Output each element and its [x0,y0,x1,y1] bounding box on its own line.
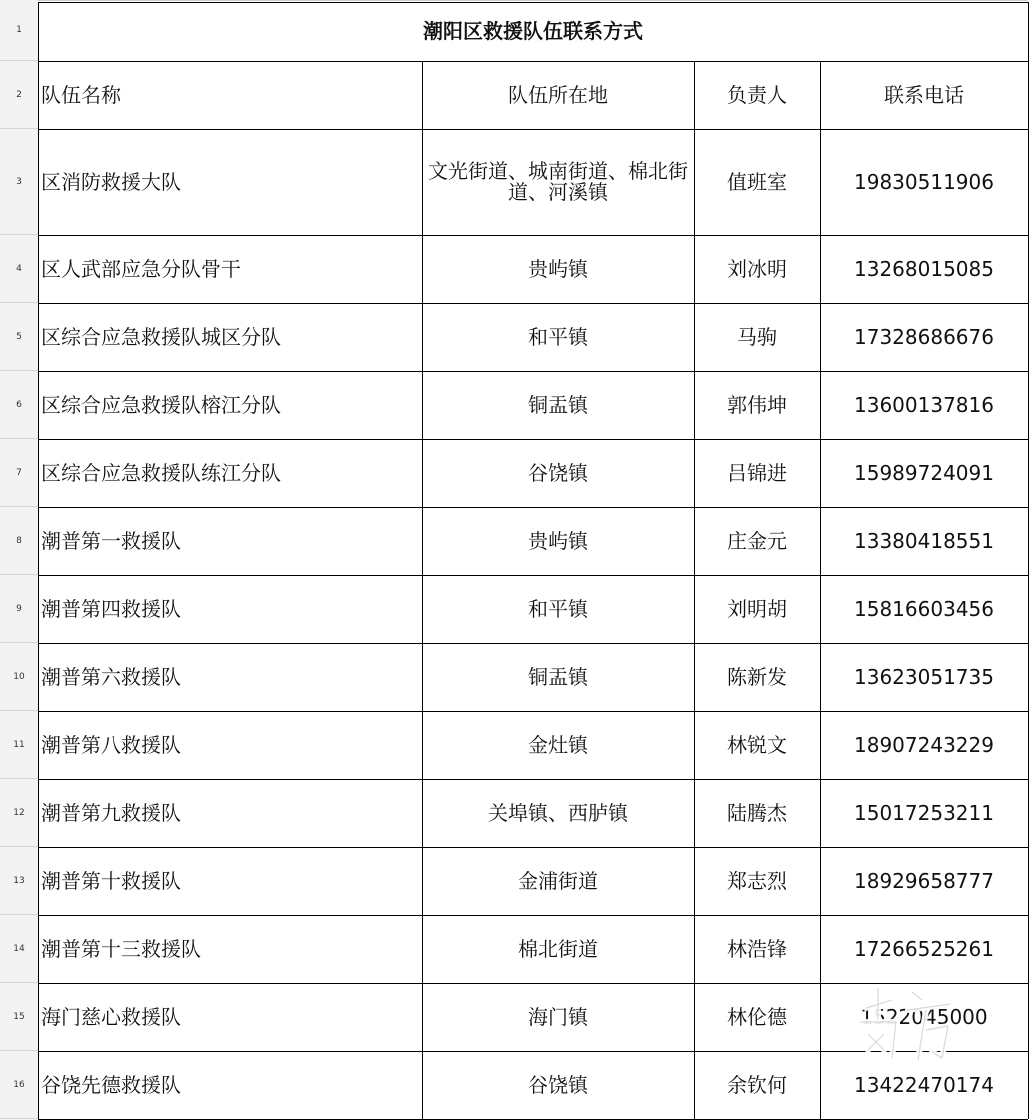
leader-cell[interactable]: 吕锦进 [727,460,787,485]
row-number[interactable]: 14 [0,915,38,983]
row-number[interactable]: 13 [0,847,38,915]
leader-cell[interactable]: 余钦何 [727,1072,787,1097]
row-number[interactable]: 2 [0,61,38,129]
location-cell[interactable]: 和平镇 [528,324,588,349]
row-number[interactable]: 8 [0,507,38,575]
header-leader[interactable]: 负责人 [727,82,787,107]
team-name-cell[interactable]: 潮普第十救援队 [41,868,181,893]
row-number[interactable]: 10 [0,643,38,711]
header-team-name[interactable]: 队伍名称 [41,82,121,107]
row-number[interactable]: 6 [0,371,38,439]
leader-cell[interactable]: 林锐文 [727,732,787,757]
phone-cell[interactable]: 15017253211 [854,800,994,825]
leader-cell[interactable]: 郭伟坤 [727,392,787,417]
grid-line [1028,2,1029,1119]
location-cell[interactable]: 棉北街道 [518,936,598,961]
leader-cell[interactable]: 郑志烈 [727,868,787,893]
team-name-cell[interactable]: 谷饶先德救援队 [41,1072,181,1097]
row-number[interactable]: 16 [0,1051,38,1119]
location-cell[interactable]: 文光街道、城南街道、棉北街道、河溪镇 [428,159,688,204]
leader-cell[interactable]: 马驹 [737,324,777,349]
phone-cell[interactable]: 15989724091 [854,460,994,485]
location-cell[interactable]: 金浦街道 [518,868,598,893]
phone-cell[interactable]: 19830511906 [854,169,994,194]
row-number[interactable]: 15 [0,983,38,1051]
phone-cell[interactable]: 13380418551 [854,528,994,553]
leader-cell[interactable]: 庄金元 [727,528,787,553]
location-cell[interactable]: 谷饶镇 [528,1072,588,1097]
location-cell[interactable]: 铜盂镇 [528,392,588,417]
team-name-cell[interactable]: 潮普第八救援队 [41,732,181,757]
header-location[interactable]: 队伍所在地 [508,82,608,107]
phone-cell[interactable]: 17266525261 [854,936,994,961]
row-number[interactable]: 11 [0,711,38,779]
team-name-cell[interactable]: 区人武部应急分队骨干 [41,256,241,281]
header-phone[interactable]: 联系电话 [884,82,964,107]
row-number[interactable]: 4 [0,235,38,303]
team-name-cell[interactable]: 潮普第一救援队 [41,528,181,553]
leader-cell[interactable]: 值班室 [727,169,787,194]
team-name-cell[interactable]: 潮普第十三救援队 [41,936,201,961]
team-name-cell[interactable]: 海门慈心救援队 [41,1004,181,1029]
leader-cell[interactable]: 刘冰明 [727,256,787,281]
team-name-cell[interactable]: 区综合应急救援队城区分队 [41,324,281,349]
location-cell[interactable]: 贵屿镇 [528,256,588,281]
location-cell[interactable]: 海门镇 [528,1004,588,1029]
phone-cell[interactable]: 1522045000 [860,1004,988,1029]
row-number[interactable]: 1 [0,0,38,61]
location-cell[interactable]: 贵屿镇 [528,528,588,553]
leader-cell[interactable]: 刘明胡 [727,596,787,621]
row-number[interactable]: 9 [0,575,38,643]
leader-cell[interactable]: 陆腾杰 [727,800,787,825]
team-name-cell[interactable]: 区消防救援大队 [41,169,181,194]
team-name-cell[interactable]: 区综合应急救援队榕江分队 [41,392,281,417]
row-number[interactable]: 12 [0,779,38,847]
phone-cell[interactable]: 13422470174 [854,1072,994,1097]
location-cell[interactable]: 金灶镇 [528,732,588,757]
location-cell[interactable]: 铜盂镇 [528,664,588,689]
phone-cell[interactable]: 13268015085 [854,256,994,281]
team-name-cell[interactable]: 潮普第四救援队 [41,596,181,621]
row-number[interactable]: 3 [0,129,38,235]
team-name-cell[interactable]: 潮普第九救援队 [41,800,181,825]
sheet-gridline [38,0,1028,1]
leader-cell[interactable]: 陈新发 [727,664,787,689]
phone-cell[interactable]: 18907243229 [854,732,994,757]
leader-cell[interactable]: 林伦德 [727,1004,787,1029]
team-name-cell[interactable]: 潮普第六救援队 [41,664,181,689]
row-number[interactable]: 7 [0,439,38,507]
location-cell[interactable]: 谷饶镇 [528,460,588,485]
phone-cell[interactable]: 13600137816 [854,392,994,417]
team-name-cell[interactable]: 区综合应急救援队练江分队 [41,460,281,485]
phone-cell[interactable]: 13623051735 [854,664,994,689]
phone-cell[interactable]: 18929658777 [854,868,994,893]
row-number[interactable]: 5 [0,303,38,371]
location-cell[interactable]: 和平镇 [528,596,588,621]
phone-cell[interactable]: 17328686676 [854,324,994,349]
phone-cell[interactable]: 15816603456 [854,596,994,621]
leader-cell[interactable]: 林浩锋 [727,936,787,961]
location-cell[interactable]: 关埠镇、西胪镇 [488,800,628,825]
table-title[interactable]: 潮阳区救援队伍联系方式 [423,19,643,43]
